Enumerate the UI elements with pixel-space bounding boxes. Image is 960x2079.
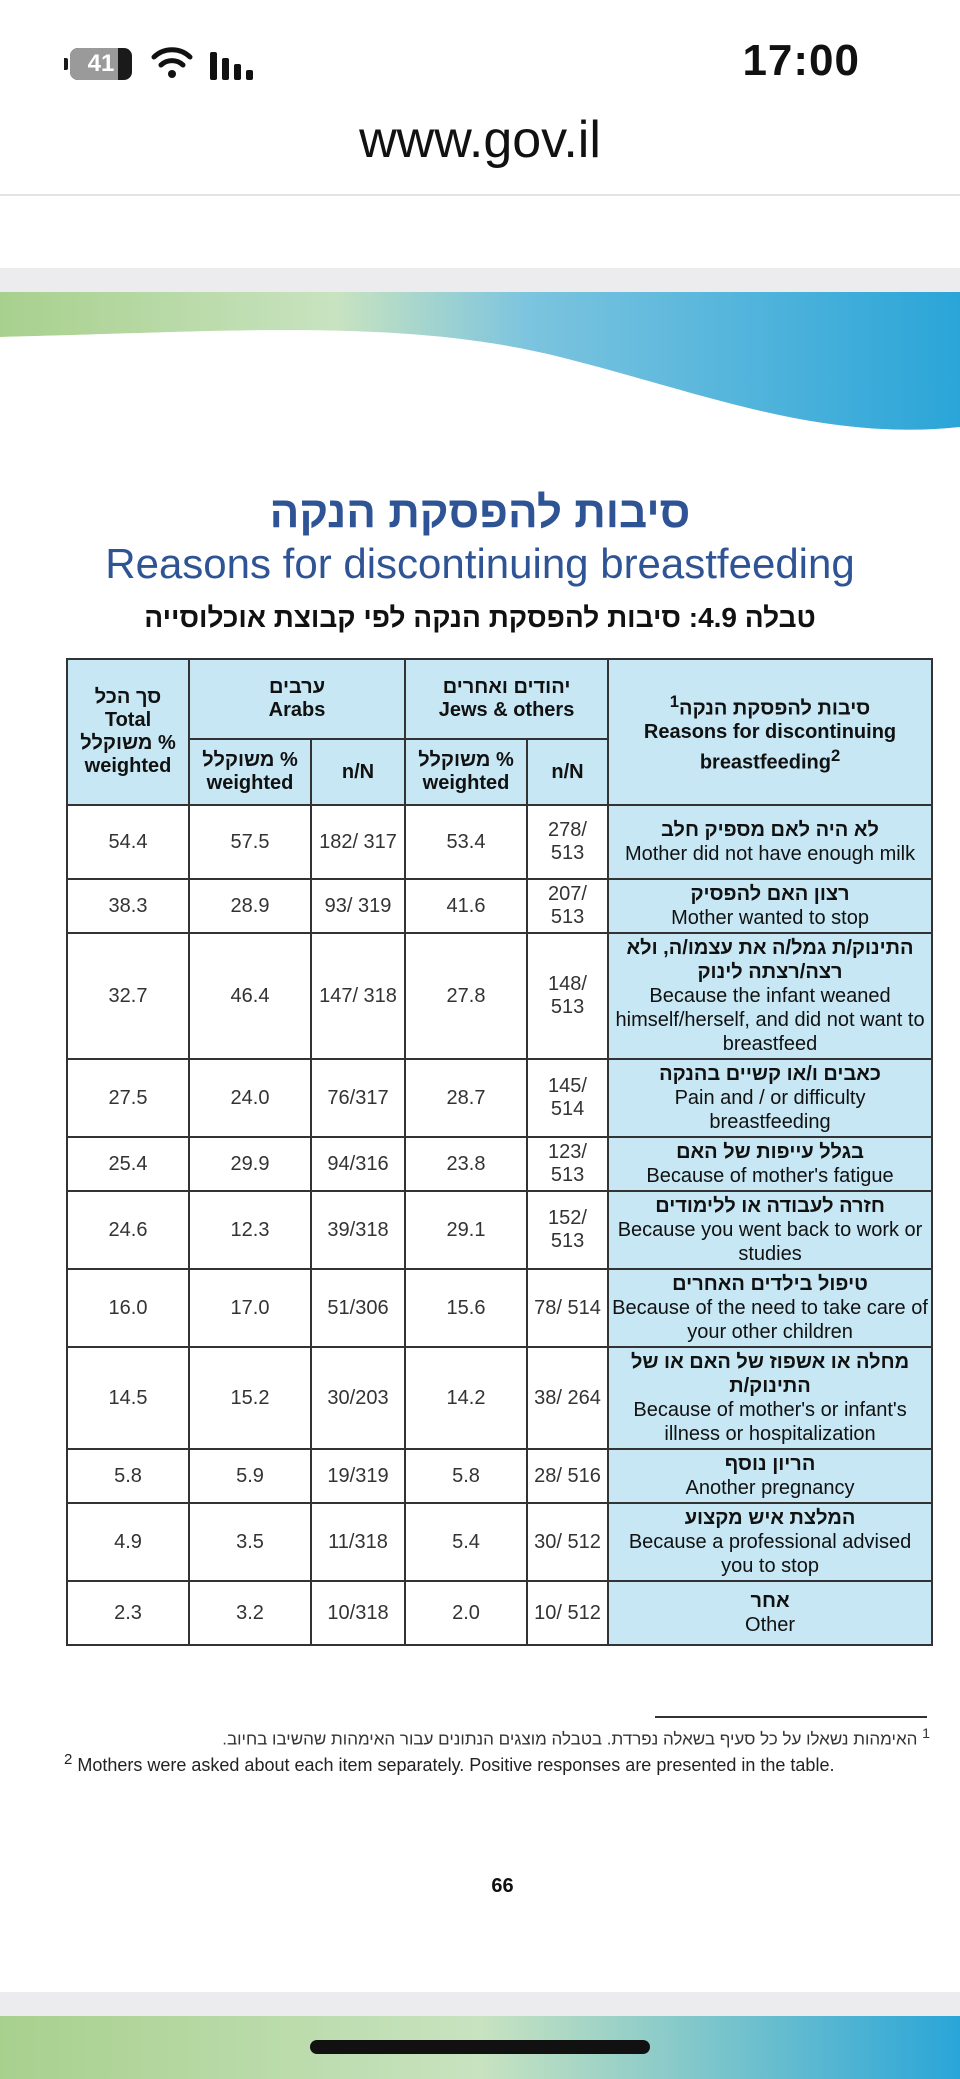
cell-arabs-nN: 76/317	[311, 1059, 405, 1137]
table-row	[67, 1347, 932, 1449]
cell-jews-nN: 152/ 513	[527, 1191, 608, 1269]
cell-jews-weighted: 5.4	[405, 1503, 527, 1581]
header-jews-others: יהודים ואחרים Jews & others	[405, 659, 608, 739]
cell-jews-weighted: 27.8	[405, 933, 527, 1059]
table-row	[67, 1449, 932, 1503]
cell-reason	[608, 1191, 932, 1269]
cell-jews-weighted: 15.6	[405, 1269, 527, 1347]
table-row	[67, 1137, 932, 1191]
footnote-english: $^2$ Mothers were asked about each item separately. Positive responses are presented in the table.	[64, 1751, 835, 1775]
data-table	[66, 658, 933, 1646]
wifi-icon	[150, 44, 194, 80]
cell-reason	[608, 805, 932, 879]
header-arabs-nN: n/N	[311, 739, 405, 805]
cell-reason	[608, 1581, 932, 1645]
url-bar[interactable]: www.gov.il	[359, 111, 601, 169]
cell-arabs-weighted: 29.9	[189, 1137, 311, 1191]
reason-english: Mother did not have enough milk	[624, 843, 916, 865]
cell-arabs-weighted: 5.9	[189, 1449, 311, 1503]
cell-arabs-nN: 51/306	[311, 1269, 405, 1347]
page-number: 66	[491, 1875, 514, 1897]
cell-arabs-nN: 10/318	[311, 1581, 405, 1645]
divider	[0, 194, 960, 196]
cell-arabs-nN: 147/ 318	[311, 933, 405, 1059]
reason-english: Because of mother's or infant's illness or hospitalization	[633, 1399, 907, 1445]
reason-english: Because a professional advised you to stop	[628, 1531, 912, 1577]
cell-arabs-weighted: 3.5	[189, 1503, 311, 1581]
cell-arabs-weighted: 28.9	[189, 879, 311, 933]
header-jews-nN: n/N	[527, 739, 608, 805]
cell-jews-weighted: 23.8	[405, 1137, 527, 1191]
clock: 17:00	[742, 36, 860, 85]
cell-arabs-nN: 11/318	[311, 1503, 405, 1581]
cell-reason	[608, 1269, 932, 1347]
cell-arabs-weighted: 46.4	[189, 933, 311, 1059]
cell-jews-weighted: 14.2	[405, 1347, 527, 1449]
cell-total: 38.3	[67, 879, 189, 933]
cell-jews-nN: 207/ 513	[527, 879, 608, 933]
header-reasons: סיבות להפסקת הנקה$^1$ Reasons for discontinuing breastfeeding$^2$	[608, 659, 932, 805]
cell-total: 5.8	[67, 1449, 189, 1503]
cell-jews-nN: 278/ 513	[527, 805, 608, 879]
table-row	[67, 805, 932, 879]
reason-english: Pain and / or difficulty breastfeeding	[674, 1087, 866, 1133]
cell-reason	[608, 1347, 932, 1449]
cell-reason	[608, 933, 932, 1059]
table-row	[67, 1059, 932, 1137]
cell-total: 24.6	[67, 1191, 189, 1269]
status-bar	[0, 0, 960, 120]
reason-english: Because of the need to take care of your other children	[612, 1297, 928, 1343]
cell-reason	[608, 1449, 932, 1503]
cell-jews-nN: 10/ 512	[527, 1581, 608, 1645]
cell-reason	[608, 879, 932, 933]
reason-english: Because of mother's fatigue	[646, 1165, 894, 1187]
cell-jews-nN: 123/ 513	[527, 1137, 608, 1191]
cell-jews-nN: 30/ 512	[527, 1503, 608, 1581]
battery-level: 41	[87, 50, 115, 77]
cell-total: 14.5	[67, 1347, 189, 1449]
cell-reason	[608, 1059, 932, 1137]
title-hebrew: סיבות להפסקת הנקה	[269, 488, 691, 537]
table-caption: טבלה 4.9: סיבות להפסקת הנקה לפי קבוצת אוכלוסייה	[144, 602, 816, 633]
cell-arabs-weighted: 15.2	[189, 1347, 311, 1449]
reason-english: Mother wanted to stop	[671, 907, 869, 929]
document-page	[0, 292, 960, 1992]
cell-arabs-nN: 39/318	[311, 1191, 405, 1269]
cell-total: 54.4	[67, 805, 189, 879]
table-row	[67, 1269, 932, 1347]
reason-english: Other	[745, 1614, 796, 1636]
reason-hebrew: מחלה או אשפוז של האם או של התינוק/ת	[630, 1351, 910, 1397]
cell-jews-weighted: 41.6	[405, 879, 527, 933]
header-total: סך הכל Total % משוקלל weighted	[67, 659, 189, 805]
header-arabs-weighted: % משוקלל weighted	[189, 739, 311, 805]
reason-hebrew: טיפול בילדים האחרים	[672, 1273, 868, 1295]
cell-total: 16.0	[67, 1269, 189, 1347]
battery-icon	[70, 48, 132, 80]
table-row	[67, 1191, 932, 1269]
cell-arabs-nN: 93/ 319	[311, 879, 405, 933]
reason-hebrew: אחר	[750, 1590, 790, 1612]
cellular-signal-icon	[210, 48, 262, 80]
reason-english: Because you went back to work or studies	[617, 1219, 923, 1265]
cell-jews-nN: 78/ 514	[527, 1269, 608, 1347]
header-jews-weighted: % משוקלל weighted	[405, 739, 527, 805]
cell-arabs-nN: 19/319	[311, 1449, 405, 1503]
reason-hebrew: חזרה לעבודה או ללימודים	[655, 1195, 885, 1217]
reason-hebrew: בגלל עייפות של האם	[676, 1141, 864, 1163]
reason-english: Because the infant weaned himself/herself, and did not want to breastfeed	[615, 985, 925, 1055]
cell-jews-nN: 38/ 264	[527, 1347, 608, 1449]
table-row	[67, 879, 932, 933]
battery-nub	[64, 58, 68, 70]
cell-jews-nN: 28/ 516	[527, 1449, 608, 1503]
reason-hebrew: לא היה לאם מספיק חלב	[661, 819, 879, 841]
cell-total: 27.5	[67, 1059, 189, 1137]
reason-hebrew: רצון האם להפסיק	[690, 883, 850, 905]
cell-jews-weighted: 5.8	[405, 1449, 527, 1503]
footnote-hebrew: $^1$ האימהות נשאלו על כל סעיף בשאלה נפרדת. בטבלה מוצגים הנתונים עבור האימהות שהשיבו בחיוב.	[222, 1726, 930, 1749]
reason-hebrew: כאבים ו/או קשיים בהנקה	[659, 1063, 881, 1085]
cell-jews-weighted: 2.0	[405, 1581, 527, 1645]
header-wave-decoration	[0, 292, 960, 452]
reason-hebrew: התינוק/ת גמל/ה את עצמו/ה, ולא רצה/רצתה לינוק	[626, 937, 914, 983]
cell-arabs-weighted: 3.2	[189, 1581, 311, 1645]
table-row	[67, 1581, 932, 1645]
cell-total: 32.7	[67, 933, 189, 1059]
cell-arabs-nN: 182/ 317	[311, 805, 405, 879]
cell-jews-nN: 145/ 514	[527, 1059, 608, 1137]
cell-arabs-weighted: 12.3	[189, 1191, 311, 1269]
reason-english: Another pregnancy	[685, 1477, 855, 1499]
cell-arabs-weighted: 17.0	[189, 1269, 311, 1347]
footnote-divider	[655, 1716, 927, 1718]
reason-hebrew: הריון נוסף	[724, 1453, 816, 1475]
cell-arabs-weighted: 24.0	[189, 1059, 311, 1137]
cell-total: 25.4	[67, 1137, 189, 1191]
cell-arabs-nN: 94/316	[311, 1137, 405, 1191]
cell-jews-weighted: 28.7	[405, 1059, 527, 1137]
cell-jews-nN: 148/ 513	[527, 933, 608, 1059]
table-row	[67, 1503, 932, 1581]
table-row	[67, 933, 932, 1059]
home-indicator[interactable]	[310, 2040, 650, 2054]
cell-reason	[608, 1137, 932, 1191]
cell-jews-weighted: 29.1	[405, 1191, 527, 1269]
reason-hebrew: המלצת איש מקצוע	[684, 1507, 856, 1529]
cell-reason	[608, 1503, 932, 1581]
cell-total: 4.9	[67, 1503, 189, 1581]
cell-arabs-nN: 30/203	[311, 1347, 405, 1449]
header-arabs: ערבים Arabs	[189, 659, 405, 739]
cell-total: 2.3	[67, 1581, 189, 1645]
cell-jews-weighted: 53.4	[405, 805, 527, 879]
page-separator-bottom	[0, 1992, 960, 2018]
title-english: Reasons for discontinuing breastfeeding	[105, 540, 855, 587]
page-separator	[0, 268, 960, 294]
cell-arabs-weighted: 57.5	[189, 805, 311, 879]
